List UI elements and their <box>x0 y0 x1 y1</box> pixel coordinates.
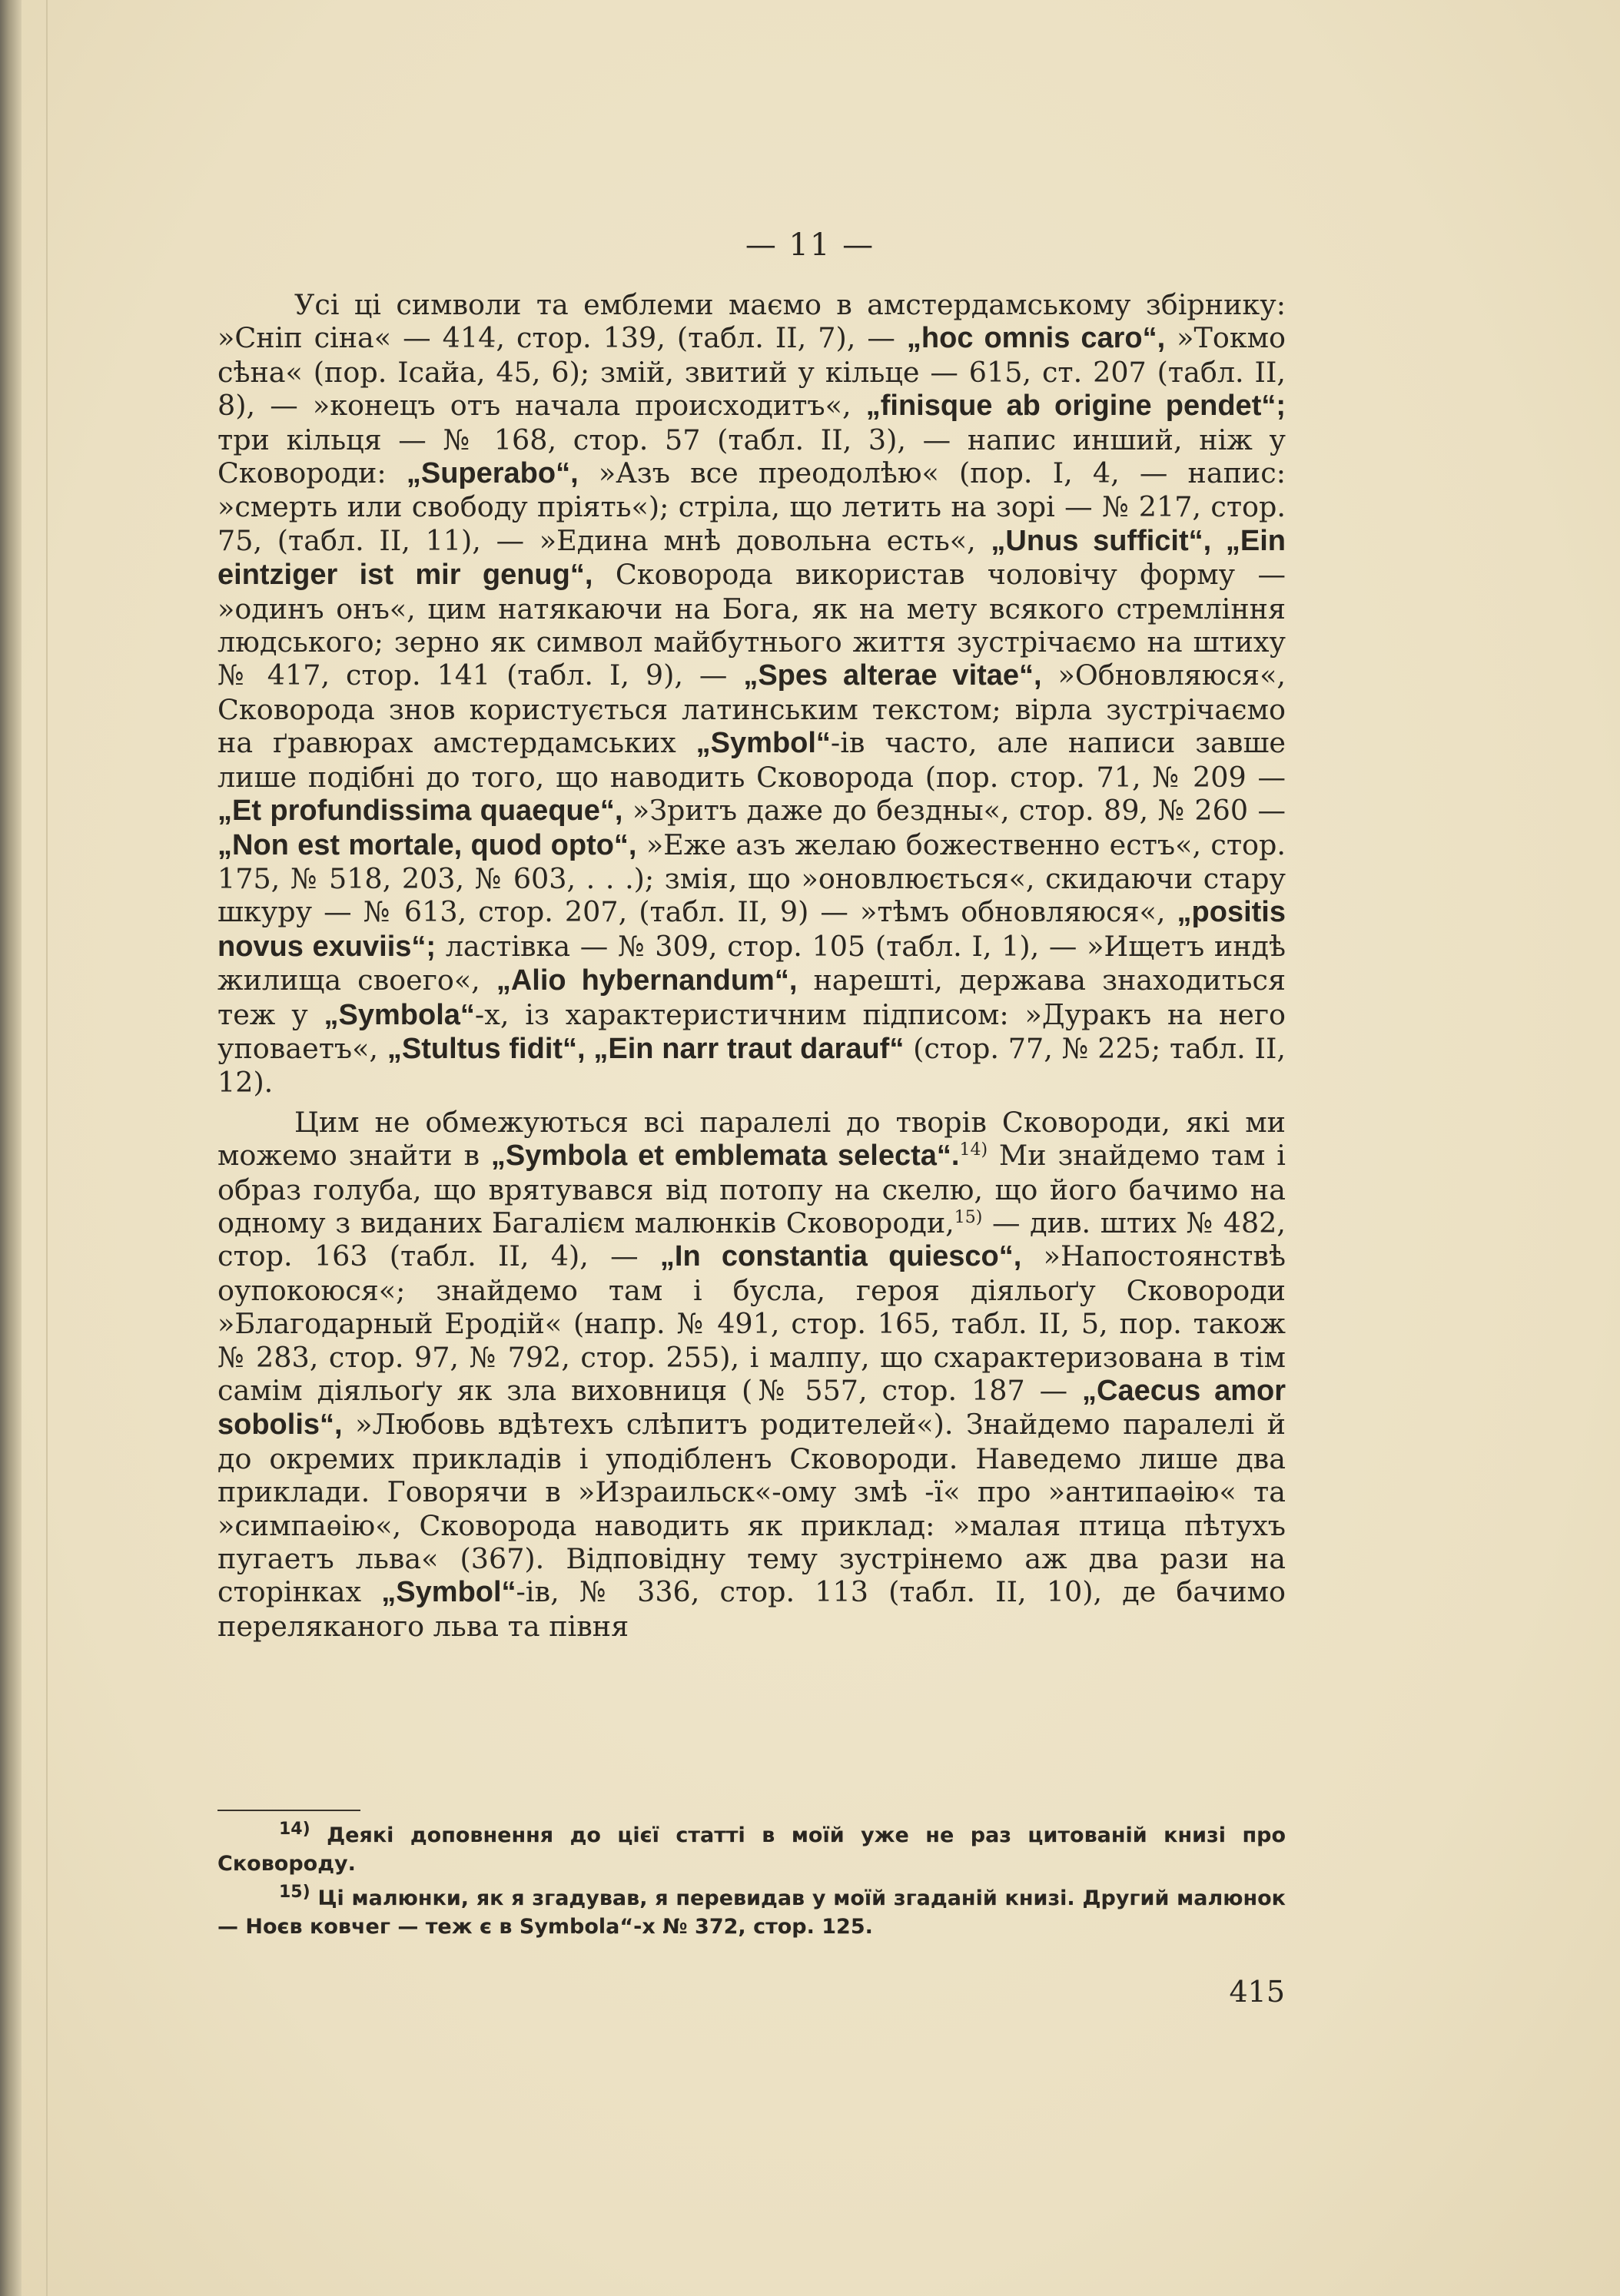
latin-motto: „Et profundissima quaeque“, <box>217 795 623 828</box>
latin-motto: „Non est mortale, quod opto“, <box>217 828 637 861</box>
text-run: »Любовь вдѣтехъ слѣпитъ родителей«). Знайдемо паралелі й до окремих прикладів і уподібленъ Сковороди. Наведемо лише два приклади. Говорячи в »Израильск«-ому змѣ -ї« про »антипаѳію« та »симпаѳію«, Сковорода наводить як приклад: »малая птица пѣтухъ пугаетъ льва« (367). Відповідну тему зустрінемо аж два рази на сторінках <box>217 1408 1286 1609</box>
text-run: »Зритъ даже до бездны«, стор. 89, № 260 — <box>622 794 1286 828</box>
latin-motto: „Caecus amor sobolis“, <box>217 1375 1286 1442</box>
latin-motto: „positis novus exuviis“; <box>217 896 1286 963</box>
spine-crease <box>46 0 48 2296</box>
latin-motto: „Symbola“ <box>324 998 475 1031</box>
latin-motto: „Symbol“ <box>695 727 831 760</box>
latin-motto: „In constantia quiesco“, <box>659 1240 1022 1273</box>
footnote-divider <box>217 1810 360 1811</box>
footnotes <box>217 1821 1286 1941</box>
text-run: »Азъ все преодолѣю« (пор. I, 4, — напис: »смерть или свободу пріять«); стріла, що летить на зорі — № 217, стор. 75, (табл. II, 11), — »Едина мнѣ довольна есть«, <box>217 456 1286 557</box>
text-run: Цим не обмежуються всі паралелі до творів Сковороди, які ми можемо знайти в <box>217 1105 1286 1173</box>
footnote-text: Ці малюнки, як я згадував, я перевидав у моїй згаданій книзі. Другий малюнок — Ноєв ковчег — теж є в Symbola“-х № 372, стор. 125. <box>217 1886 1286 1939</box>
text-run: -х, із характеристичним підписом: »Дуракъ на него уповаетъ«, <box>217 997 1286 1065</box>
latin-motto: „Spes alterae vitae“, <box>743 659 1042 692</box>
latin-motto: „Stultus fidit“, „Ein narr traut darauf“ <box>387 1032 905 1065</box>
text-run: Ми знайдемо там і образ голуба, що врятувався від потопу на скелю, що його бачимо на одному з виданих Багалієм малюнків Сковороди, <box>217 1139 1286 1239</box>
text-run: -ів, № 336, стор. 113 (табл. II, 10), де бачимо переляканого льва та півня <box>217 1575 1286 1643</box>
text-run: »Обновляюся«, Сковорода знов користується латинським текстом; вірла зустрічаємо на ґравюрах амстердамських <box>217 659 1286 760</box>
footnote-ref-14: 14) <box>959 1140 988 1160</box>
latin-motto: „Unus sufficit“, „Ein eintziger ist mir genug“, <box>217 524 1286 592</box>
latin-motto: „hoc omnis caro“, <box>906 322 1166 355</box>
text-run: -ів часто, але написи завше лише подібні до того, що наводить Сковорода (пор. стор. 71, № 209 — <box>217 726 1286 794</box>
paragraph-2 <box>217 1106 1286 1644</box>
footnote-mark: 14) <box>279 1820 310 1839</box>
footnote-14 <box>217 1821 1286 1878</box>
text-run: — див. штих № 482, стор. 163 (табл. II, 4), — <box>217 1206 1286 1273</box>
book-spine-shadow <box>0 0 22 2296</box>
footnote-ref-15: 15) <box>954 1207 983 1227</box>
page-number: 415 <box>1229 1975 1285 2009</box>
latin-motto: „Symbola et emblemata selecta“. <box>490 1140 960 1173</box>
text-run: Усі ці символи та емблеми маємо в амстердамському збірнику: »Сніп сіна« — 414, стор. 139, (табл. II, 7), — <box>217 288 1286 355</box>
latin-motto: „finisque ab origine pendet“; <box>865 390 1286 423</box>
paragraph-1 <box>217 288 1286 1100</box>
footnote-15 <box>217 1884 1286 1941</box>
text-run: три кільця — № 168, стор. 57 (табл. II, 3), — напис инший, ніж у Сковороди: <box>217 423 1286 490</box>
footnote-text: Деякі доповнення до цієї статті в моїй уже не раз цитованій книзі про Сковороду. <box>217 1823 1286 1876</box>
page-header: — 11 — <box>745 227 875 263</box>
text-run: »Напостоянствѣ оупокоюся«; знайдемо там і бусла, героя діяльоґу Сковороди »Благодарный Еродій« (напр. № 491, стор. 165, табл. II, 5, пор. також № 283, стор. 97, № 792, стор. 255), і малпу, що схарактеризована в тім самім діяльоґу як зла виховниця (№ 557, стор. 187 — <box>217 1239 1286 1407</box>
latin-motto: „Alio hybernandum“, <box>496 964 798 997</box>
main-text <box>217 288 1286 1643</box>
text-run: нарешті, держава знаходиться теж у <box>217 964 1286 1031</box>
text-run: »Токмо сѣна« (пор. Ісайа, 45, 6); змій, звитий у кільце — 615, ст. 207 (табл. II, 8), — »конецъ отъ начала происходитъ«, <box>217 321 1286 423</box>
text-run: Сковорода використав чоловічу форму — »одинъ онъ«, цим натякаючи на Бога, як на мету всякого стремління людського; зерно як символ майбутнього життя зустрічаємо на штиху № 417, стор. 141 (табл. I, 9), — <box>217 558 1286 692</box>
latin-motto: „Superabo“, <box>406 457 579 490</box>
text-run: (стор. 77, № 225; табл. II, 12). <box>217 1031 1286 1100</box>
text-run: ластівка — № 309, стор. 105 (табл. I, 1), — »Ищетъ индѣ жилища своего«, <box>217 929 1286 997</box>
text-run: »Еже азъ желаю божественно естъ«, стор. 175, № 518, 203, № 603, . . .); змія, що »оновлюється«, скидаючи стару шкуру — № 613, стор. 207, (табл. II, 9) — »тѣмъ обновляюся«, <box>217 828 1286 929</box>
footnote-mark: 15) <box>279 1883 310 1902</box>
latin-motto: „Symbol“ <box>381 1576 516 1609</box>
